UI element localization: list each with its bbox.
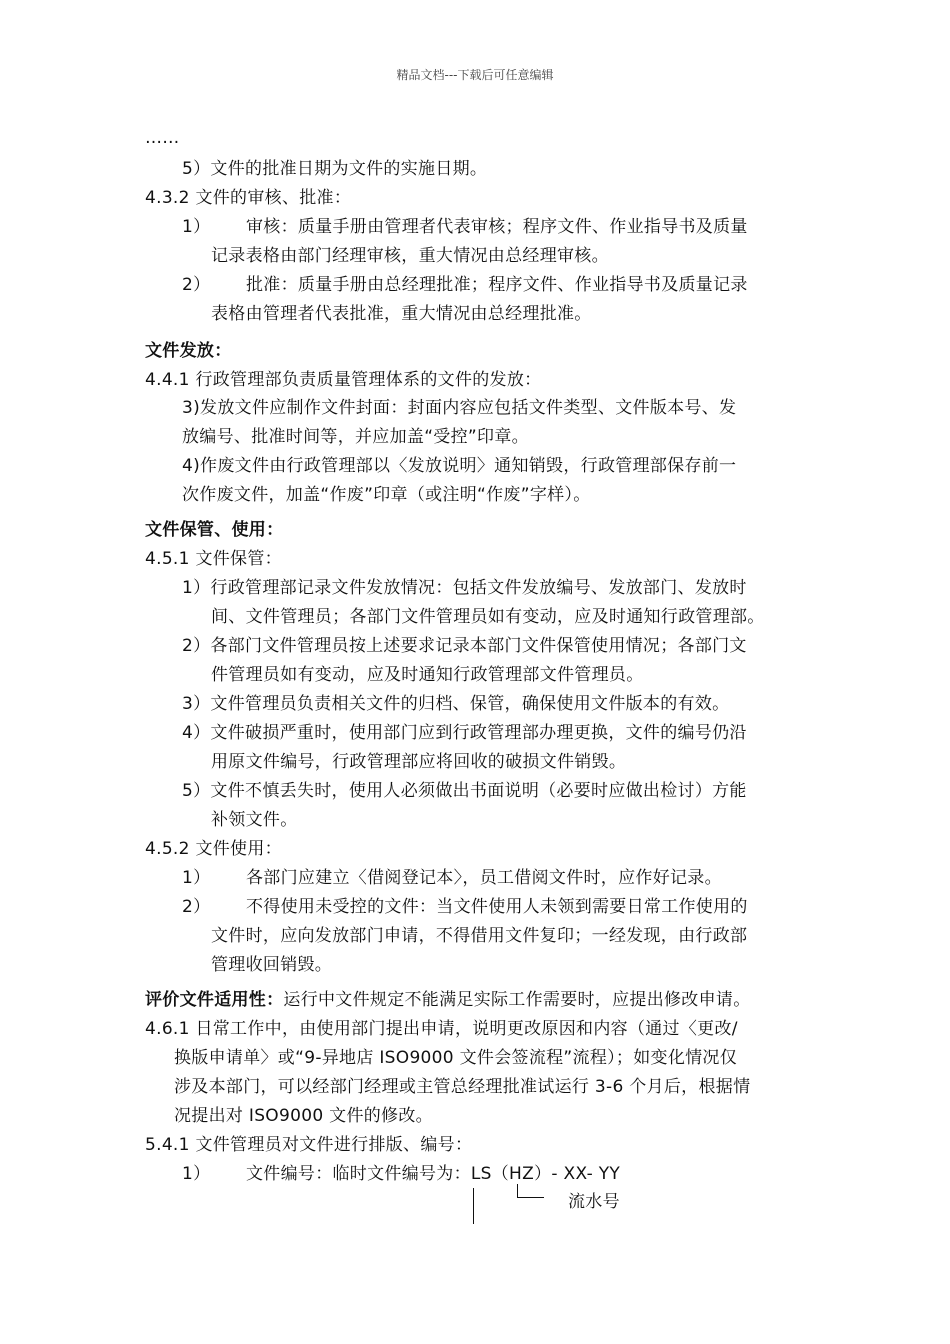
paragraph-evaluate-applicability	[145, 988, 751, 1012]
item-text: 批准：质量手册由总经理批准；程序文件、作业指导书及质量记录	[246, 275, 748, 295]
list-item-continuation: 记录表格由部门经理审核，重大情况由总经理审核。	[211, 246, 609, 266]
bracket-vertical-line	[473, 1188, 474, 1224]
list-item	[182, 866, 722, 890]
list-item: 5）文件的批准日期为文件的实施日期。	[182, 159, 488, 179]
item-text: 不得使用未受控的文件：当文件使用人未领到需要日常工作使用的	[246, 897, 748, 917]
item-number: 2）	[182, 897, 211, 917]
item-number: 2）	[182, 275, 211, 295]
section-heading-4-5-1: 4.5.1 文件保管：	[145, 549, 282, 569]
item-number: 1）	[182, 217, 211, 237]
section-heading-5-4-1: 5.4.1 文件管理员对文件进行排版、编号：	[145, 1135, 473, 1155]
list-item-continuation: 放编号、批准时间等，并应加盖“受控”印章。	[182, 427, 529, 447]
list-item: 2）各部门文件管理员按上述要求记录本部门文件保管使用情况；各部门文	[182, 636, 747, 656]
list-item-continuation: 文件时，应向发放部门申请，不得借用文件复印；一经发现，由行政部	[211, 926, 748, 946]
paragraph-continuation: 况提出对 ISO9000 文件的修改。	[174, 1106, 433, 1126]
paragraph-continuation: 换版申请单〉或“9-异地店 ISO9000 文件会签流程”流程）；如变化情况仅	[174, 1048, 738, 1068]
item-number: 1）	[182, 1164, 211, 1184]
page-header: 精品文档---下载后可任意编辑	[396, 68, 554, 82]
list-item-continuation: 表格由管理者代表批准，重大情况由总经理批准。	[211, 304, 592, 324]
list-item-continuation: 用原文件编号，行政管理部应将回收的破损文件销毁。	[211, 752, 627, 772]
bracket-horizontal-line	[517, 1197, 544, 1198]
list-item: 4）文件破损严重时，使用部门应到行政管理部办理更换，文件的编号仍沿	[182, 723, 747, 743]
list-item	[182, 273, 748, 297]
section-heading-file-distribution: 文件发放：	[145, 341, 232, 361]
list-item-continuation: 次作废文件，加盖“作废”印章（或注明“作废”字样）。	[182, 485, 591, 505]
paragraph-text: 运行中文件规定不能满足实际工作需要时，应提出修改申请。	[283, 990, 751, 1010]
list-item	[182, 1162, 620, 1186]
section-heading-4-3-2: 4.3.2 文件的审核、批准：	[145, 188, 352, 208]
section-heading-4-4-1: 4.4.1 行政管理部负责质量管理体系的文件的发放：	[145, 370, 542, 390]
list-item	[182, 215, 748, 239]
item-text: 各部门应建立〈借阅登记本〉，员工借阅文件时，应作好记录。	[246, 868, 722, 888]
item-text: 审核：质量手册由管理者代表审核；程序文件、作业指导书及质量	[246, 217, 748, 237]
ellipsis-line: ……	[145, 128, 180, 148]
serial-number-label: 流水号	[568, 1192, 620, 1212]
section-heading-file-storage: 文件保管、使用：	[145, 520, 284, 540]
section-heading-4-6-1: 4.6.1 日常工作中，由使用部门提出申请，说明更改原因和内容（通过〈更改/	[145, 1019, 738, 1039]
item-number: 1）	[182, 868, 211, 888]
list-item	[182, 895, 748, 919]
list-item: 3)发放文件应制作文件封面：封面内容应包括文件类型、文件版本号、发	[182, 398, 737, 418]
list-item-continuation: 补领文件。	[211, 810, 298, 830]
item-text: 文件编号：临时文件编号为：LS（HZ）- XX- YY	[246, 1164, 621, 1184]
bracket-tick-line	[517, 1184, 518, 1197]
list-item: 1）行政管理部记录文件发放情况：包括文件发放编号、发放部门、发放时	[182, 578, 747, 598]
bold-heading: 评价文件适用性：	[145, 990, 284, 1010]
list-item: 5）文件不慎丢失时，使用人必须做出书面说明（必要时应做出检讨）方能	[182, 781, 747, 801]
list-item-continuation: 件管理员如有变动，应及时通知行政管理部文件管理员。	[211, 665, 644, 685]
list-item: 3）文件管理员负责相关文件的归档、保管，确保使用文件版本的有效。	[182, 694, 730, 714]
paragraph-continuation: 涉及本部门，可以经部门经理或主管总经理批准试运行 3-6 个月后，根据情	[174, 1077, 751, 1097]
list-item: 4)作废文件由行政管理部以〈发放说明〉通知销毁，行政管理部保存前一	[182, 456, 737, 476]
section-heading-4-5-2: 4.5.2 文件使用：	[145, 839, 282, 859]
list-item-continuation: 间、文件管理员；各部门文件管理员如有变动，应及时通知行政管理部。	[211, 607, 765, 627]
list-item-continuation: 管理收回销毁。	[211, 955, 333, 975]
